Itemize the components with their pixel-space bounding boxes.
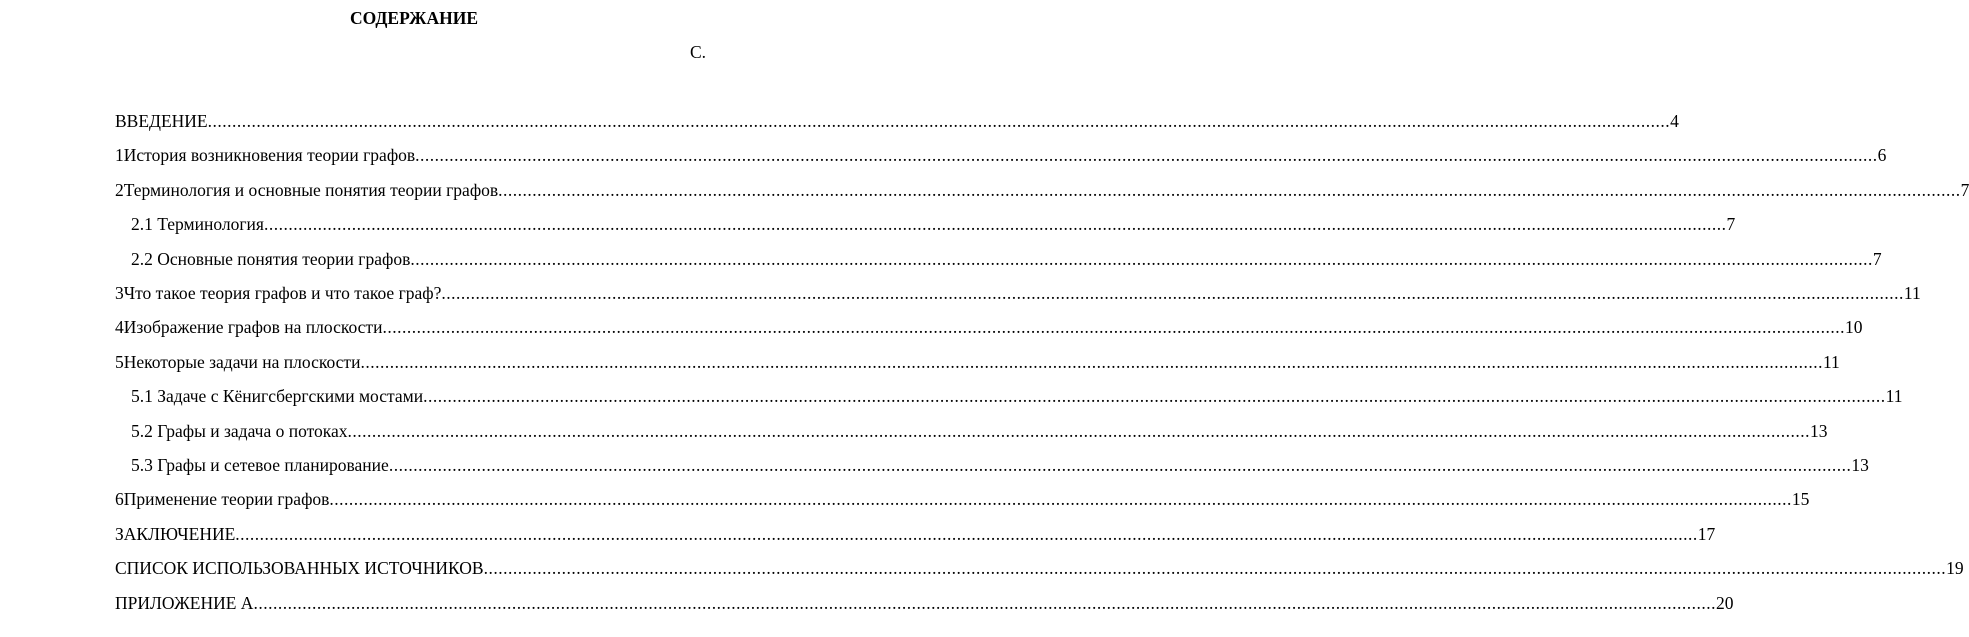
toc-entry-page: 10 xyxy=(1844,317,1863,338)
toc-entry-text: Что такое теория графов и что такое граф? xyxy=(123,283,442,303)
toc-entry[interactable] xyxy=(115,558,1964,580)
toc-entry-page: 11 xyxy=(1885,386,1903,407)
toc-dot-leader: ............................................................................................................................................................................................................................................................................................................ xyxy=(207,111,1671,131)
toc-entry-text: 5.1 Задаче с Кёнигсбергскими мостами xyxy=(131,386,424,407)
toc-entry-text: ЗАКЛЮЧЕНИЕ xyxy=(115,523,236,544)
toc-entry-page: 13 xyxy=(1851,455,1869,475)
toc-dot-leader: ............................................................................................................................................................................................................................................................................................................ xyxy=(498,179,1961,200)
toc-entry-page: 15 xyxy=(1791,489,1810,510)
toc-entry[interactable] xyxy=(115,351,1840,374)
toc-entry-page: 19 xyxy=(1946,558,1964,579)
toc-entry-number: 3 xyxy=(115,283,124,303)
toc-entry-text: Применение теории графов xyxy=(123,489,330,510)
toc-entry[interactable] xyxy=(115,145,1887,167)
toc-entry-page: 11 xyxy=(1822,351,1840,372)
toc-dot-leader: ............................................................................................................................................................................................................................................................................................................ xyxy=(347,420,1811,441)
toc-entry[interactable] xyxy=(131,420,1828,443)
toc-entry-text: История возникновения теории графов xyxy=(123,145,416,166)
toc-entry-page: 6 xyxy=(1877,145,1887,166)
toc-entry-number: 2 xyxy=(115,179,124,200)
toc-entry-page: 7 xyxy=(1872,248,1882,269)
toc-dot-leader: ............................................................................................................................................................................................................................................................................................................ xyxy=(329,489,1792,510)
toc-entry-text: 2.2 Основные понятия теории графов xyxy=(131,248,411,269)
toc-entry[interactable] xyxy=(131,214,1736,236)
toc-entry-text: 2.1 Терминология xyxy=(131,214,264,235)
toc-dot-leader: ............................................................................................................................................................................................................................................................................................................ xyxy=(388,455,1852,475)
toc-dot-leader: ............................................................................................................................................................................................................................................................................................................ xyxy=(415,145,1878,166)
toc-entry-text: 5.2 Графы и задача о потоках xyxy=(131,420,348,441)
toc-entry[interactable] xyxy=(131,248,1882,271)
toc-entry[interactable] xyxy=(115,179,1969,202)
toc-entry[interactable] xyxy=(115,317,1863,339)
toc-entry-page: 20 xyxy=(1715,592,1734,613)
toc-entry[interactable] xyxy=(115,111,1679,133)
page-column-label: С. xyxy=(690,42,707,62)
toc-entry-number: 1 xyxy=(115,145,124,166)
toc-entry-number: 4 xyxy=(115,317,124,338)
toc-entry-page: 7 xyxy=(1726,214,1736,235)
toc-entry-text: ПРИЛОЖЕНИЕ А xyxy=(115,592,254,613)
toc-entry[interactable] xyxy=(115,592,1734,615)
toc-entry[interactable] xyxy=(115,283,1921,305)
toc-entry-text: Изображение графов на плоскости xyxy=(123,317,383,338)
toc-entry-number: 6 xyxy=(115,489,124,510)
toc-dot-leader: ............................................................................................................................................................................................................................................................................................................ xyxy=(423,386,1886,407)
toc-entry-page: 7 xyxy=(1960,179,1969,200)
toc-entry-text: Терминология и основные понятия теории графов xyxy=(123,179,499,200)
toc-dot-leader: ............................................................................................................................................................................................................................................................................................................ xyxy=(253,592,1716,613)
toc-entry-text: 5.3 Графы и сетевое планирование xyxy=(131,455,389,475)
toc-entry[interactable] xyxy=(115,489,1810,511)
toc-entry-text: Некоторые задачи на плоскости xyxy=(123,351,361,372)
toc-entry-text: СПИСОК ИСПОЛЬЗОВАННЫХ ИСТОЧНИКОВ xyxy=(115,558,484,579)
toc-entry[interactable] xyxy=(131,386,1903,408)
toc-dot-leader: ............................................................................................................................................................................................................................................................................................................ xyxy=(235,523,1698,544)
toc-dot-leader: ............................................................................................................................................................................................................................................................................................................ xyxy=(263,214,1727,235)
toc-title: СОДЕРЖАНИЕ xyxy=(349,8,478,28)
toc-dot-leader: ............................................................................................................................................................................................................................................................................................................ xyxy=(410,248,1873,269)
toc-entry-page: 17 xyxy=(1697,523,1716,544)
toc-entry[interactable] xyxy=(115,523,1716,546)
toc-entry-page: 4 xyxy=(1670,111,1679,131)
toc-dot-leader: ............................................................................................................................................................................................................................................................................................................ xyxy=(360,351,1823,372)
toc-dot-leader: ............................................................................................................................................................................................................................................................................................................ xyxy=(483,558,1947,579)
toc-entry-page: 13 xyxy=(1810,420,1828,441)
toc-entry-page: 11 xyxy=(1903,283,1921,303)
toc-entry[interactable] xyxy=(131,455,1869,477)
toc-entry-text: ВВЕДЕНИЕ xyxy=(115,111,208,131)
toc-entry-number: 5 xyxy=(115,351,124,372)
toc-dot-leader: ............................................................................................................................................................................................................................................................................................................ xyxy=(382,317,1845,338)
toc-dot-leader: ............................................................................................................................................................................................................................................................................................................ xyxy=(441,283,1904,303)
